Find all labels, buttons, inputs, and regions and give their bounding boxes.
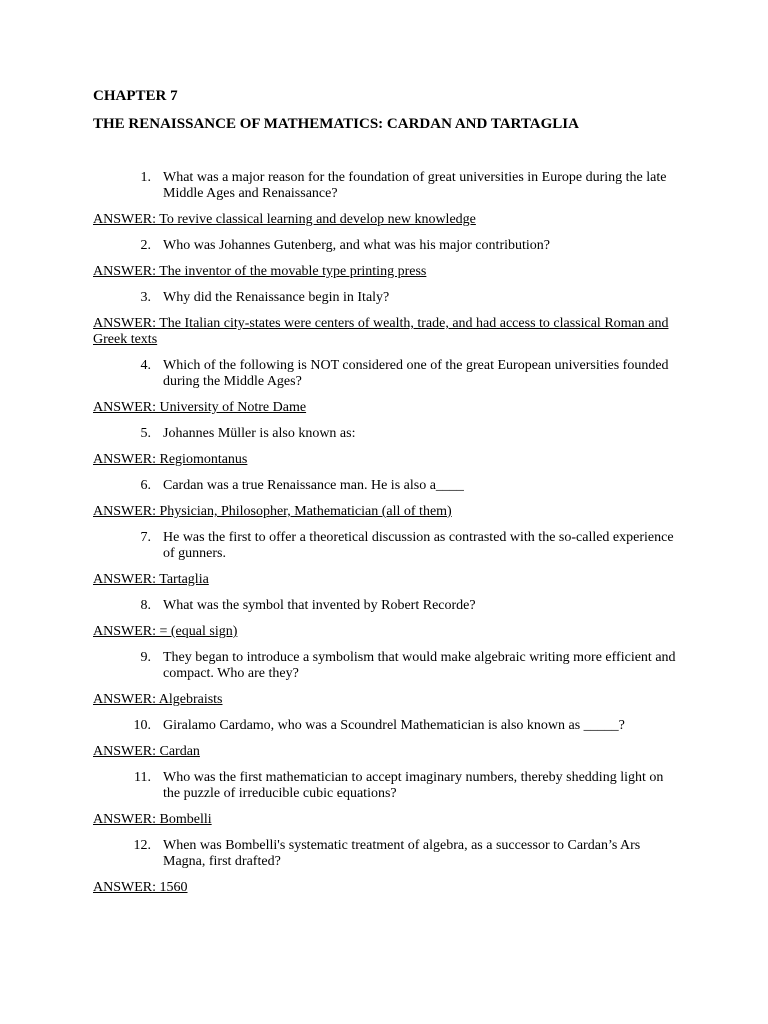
answer-text: ANSWER: Algebraists bbox=[93, 692, 223, 707]
answer-text: ANSWER: The inventor of the movable type printing press bbox=[93, 264, 427, 279]
question-text: Giralamo Cardamo, who was a Scoundrel Mathematician is also known as _____? bbox=[163, 718, 625, 733]
answer-text: ANSWER: University of Notre Dame bbox=[93, 400, 307, 415]
answer-text: ANSWER: Tartaglia bbox=[93, 572, 209, 587]
question-item bbox=[93, 650, 678, 682]
question-number: 11. bbox=[134, 770, 151, 785]
question-text: Who was Johannes Gutenberg, and what was his major contribution? bbox=[163, 238, 550, 253]
answer-text: ANSWER: = (equal sign) bbox=[93, 624, 238, 639]
question-item bbox=[93, 530, 678, 562]
question-item bbox=[93, 598, 678, 614]
question-item bbox=[93, 770, 678, 802]
question-text: They began to introduce a symbolism that would make algebraic writing more efficient and compact. Who are they? bbox=[163, 650, 676, 681]
answer-text: ANSWER: Cardan bbox=[93, 744, 200, 759]
question-text: What was the symbol that invented by Robert Recorde? bbox=[163, 598, 476, 613]
question-text: Who was the first mathematician to accept imaginary numbers, thereby shedding light on the puzzle of irreducible cubic equations? bbox=[163, 770, 664, 801]
question-text: He was the first to offer a theoretical discussion as contrasted with the so-called experience of gunners. bbox=[163, 530, 674, 561]
question-text: What was a major reason for the foundation of great universities in Europe during the late Middle Ages and Renaissance? bbox=[163, 170, 667, 201]
question-item bbox=[93, 238, 678, 254]
question-text: Cardan was a true Renaissance man. He is also a____ bbox=[163, 478, 464, 493]
question-number: 6. bbox=[140, 478, 151, 493]
question-text: Which of the following is NOT considered one of the great European universities founded during the Middle Ages? bbox=[163, 358, 669, 389]
qa-list bbox=[93, 170, 678, 896]
chapter-title: THE RENAISSANCE OF MATHEMATICS: CARDAN AND TARTAGLIA bbox=[93, 116, 579, 132]
question-item bbox=[93, 718, 678, 734]
question-number: 3. bbox=[140, 290, 151, 305]
question-number: 5. bbox=[140, 426, 151, 441]
question-number: 7. bbox=[140, 530, 151, 545]
question-text: Why did the Renaissance begin in Italy? bbox=[163, 290, 390, 305]
question-number: 4. bbox=[140, 358, 151, 373]
question-number: 12. bbox=[133, 838, 151, 853]
question-number: 2. bbox=[140, 238, 151, 253]
question-item bbox=[93, 170, 678, 202]
question-number: 9. bbox=[140, 650, 151, 665]
answer-text: ANSWER: To revive classical learning and develop new knowledge bbox=[93, 212, 476, 227]
question-number: 10. bbox=[133, 718, 151, 733]
answer-text: ANSWER: Bombelli bbox=[93, 812, 212, 827]
question-item bbox=[93, 358, 678, 390]
question-text: When was Bombelli's systematic treatment of algebra, as a successor to Cardan’s Ars Magna, first drafted? bbox=[163, 838, 641, 869]
question-item bbox=[93, 426, 678, 442]
question-number: 1. bbox=[140, 170, 151, 185]
answer-text: ANSWER: The Italian city-states were centers of wealth, trade, and had access to classical Roman and Greek texts bbox=[93, 316, 669, 347]
question-item bbox=[93, 478, 678, 494]
answer-text: ANSWER: Physician, Philosopher, Mathematician (all of them) bbox=[93, 504, 452, 519]
question-number: 8. bbox=[140, 598, 151, 613]
question-item bbox=[93, 838, 678, 870]
chapter-heading: CHAPTER 7 bbox=[93, 88, 178, 104]
answer-text: ANSWER: Regiomontanus bbox=[93, 452, 248, 467]
question-text: Johannes Müller is also known as: bbox=[163, 426, 356, 441]
answer-text: ANSWER: 1560 bbox=[93, 880, 188, 895]
question-item bbox=[93, 290, 678, 306]
